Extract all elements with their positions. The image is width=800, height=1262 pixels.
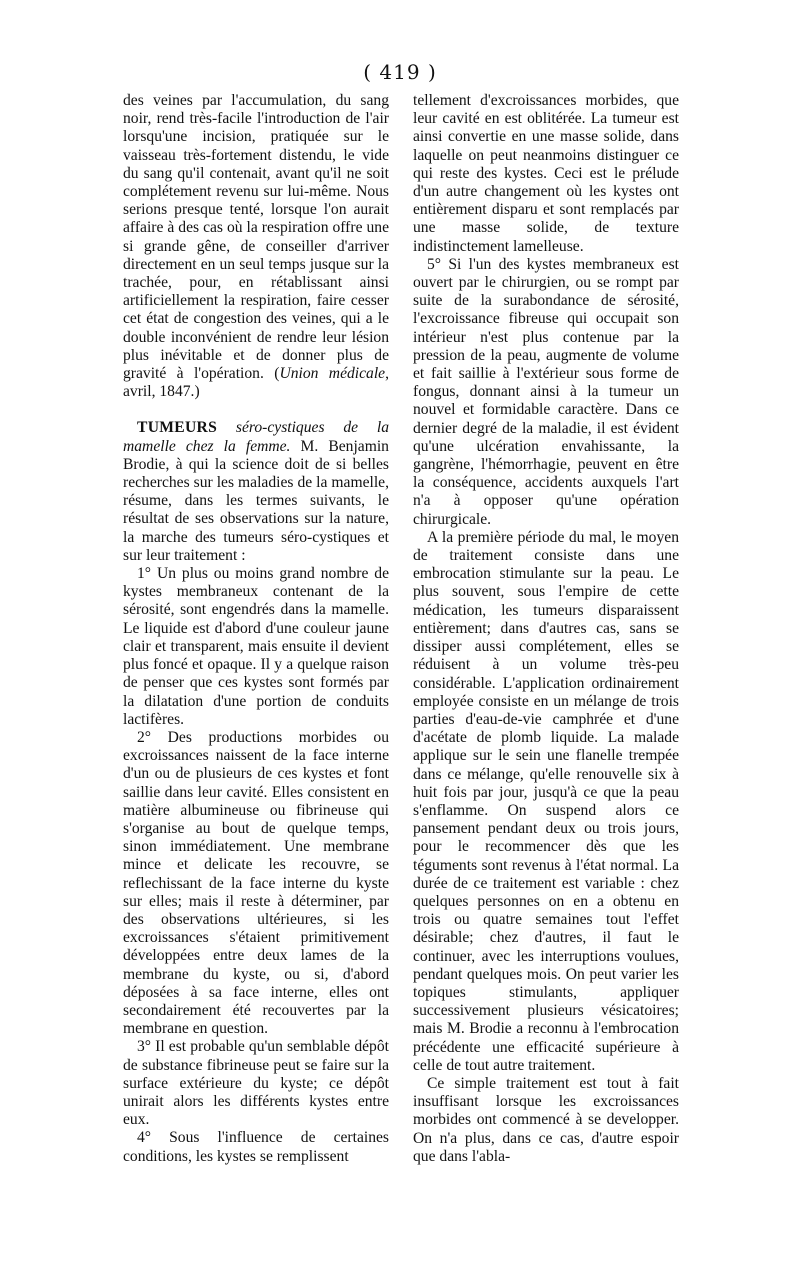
right-column [413, 92, 679, 1166]
paragraph-point-1: 1° Un plus ou moins grand nombre de kystes membraneux contenant de la sérosité, sont engendrés dans la mamelle. Le liquide est d'abord d'une couleur jaune clair et transparent, mais ensuite il devient plus foncé et opaque. Il y a quelque raison de penser que ces kystes sont formés par la dilatation d'une portion de conduits lactifères. [123, 565, 389, 728]
left-column [123, 92, 389, 1166]
citation-date: , avril, 1847.) [123, 365, 389, 401]
paragraph-continuation: tellement d'excroissances morbides, que leur cavité en est oblitérée. La tumeur est ainsi convertie en une masse solide, dans laquelle on peut neanmoins distinguer ce qui reste des kystes. Ceci est le prélude d'un autre changement où les kystes ont entièrement disparu et sont remplacés par une masse solide, de texture indistinctement lamelleuse. [413, 92, 679, 255]
paragraph-conclusion: Ce simple traitement est tout à fait insuffisant lorsque les excroissances morbides ont commencé à se developper. On n'a plus, dans ce cas, d'autre espoir que dans l'abla- [413, 1074, 679, 1165]
source-citation: Union médicale [279, 365, 386, 383]
paragraph-point-2: 2° Des productions morbides ou excroissances naissent de la face interne d'un ou de plusieurs de ces kystes et font saillie dans leur cavité. Elles consistent en matière albumineuse ou fibrineuse qui s'organise au bout de quelque temps, sinon immédiatement. Une membrane mince et delicate les recouvre, se reflechissant de la face interne du kyste sur elles; mais il reste à déterminer, par des observations ultérieures, si les excroissances s'étaient primitivement développées entre deux lames de la membrane du kyste, ou si, d'abord déposées à sa face interne, elles ont secondairement été recouvertes par la membrane en question. [123, 728, 389, 1038]
paragraph-point-3: 3° Il est probable qu'un semblable dépôt de substance fibrineuse peut se faire sur la surface extérieure du kyste; ce dépôt unirait alors les différents kystes entre eux. [123, 1038, 389, 1129]
paragraph-point-5: 5° Si l'un des kystes membraneux est ouvert par le chirurgien, ou se rompt par suite de la surabondance de sérosité, l'excroissance fibreuse qui occupait son intérieur n'est plus contenue par la pression de la peau, augmente de volume et fait saillie à l'extérieur sous forme de fongus, donnant ainsi à la tumeur un nouvel et formidable caractère. Dans ce dernier degré de la maladie, il est évident qu'une ulcération envahissante, la gangrène, l'hémorrhagie, peuvent en être la conséquence, accidents auxquels l'art n'a à opposer qu'une opération chirurgicale. [413, 255, 679, 528]
paragraph-text: M. Benjamin Brodie, à qui la science doit de si belles recherches sur les maladies de la mamelle, résume, dans les termes suivants, le résultat de ses observations sur la nature, la marche des tumeurs séro-cystiques et sur leur traitement : [123, 437, 389, 564]
paragraph-treatment: A la première période du mal, le moyen de traitement consiste dans une embrocation stimulante sur la peau. Le plus souvent, sous l'empire de cette médication, les tumeurs disparaissent entièrement; dans d'autres cas, sans se dissiper aussi complétement, elles se réduisent à un volume très-peu considérable. L'application ordinairement employée consiste en un mélange de trois parties d'eau-de-vie camphrée et d'une d'acétate de plomb liquide. La malade applique sur le sein une flanelle trempée dans ce mélange, qu'elle renouvelle six à huit fois par jour, jusqu'à ce que la peau s'enflamme. On suspend alors ce pansement pendant deux ou trois jours, pour le recommencer dès que les téguments sont revenus à l'état normal. La durée de ce traitement est variable : chez quelques personnes on en a obtenu en trois ou quatre semaines tout l'effet désirable; chez d'autres, il faut le continuer, avec les interruptions voulues, pendant quelques mois. On peut varier les topiques stimulants, appliquer successivement plusieurs vésicatoires; mais M. Brodie a reconnu à l'embrocation précédente une efficacité supérieure à celle de tout autre traitement. [413, 528, 679, 1074]
paragraph-text: des veines par l'accumulation, du sang noir, rend très-facile l'introduction de l'air lorsqu'une incision, pratiquée sur le vaisseau très-fortement distendu, le vide du sang qu'il contenait, avant qu'il ne soit complétement revenu sur lui-même. Nous serions presque tenté, lorsque l'on aurait affaire à des cas où la respiration offre une si grande gêne, de conseiller d'arriver directement en un seul temps jusque sur la trachée, pour, en rétablissant ainsi artificiellement la respiration, faire cesser cet état de congestion des veines, qui a le double inconvénient de rendre leur lésion plus inévitable et de donner plus de gravité à l'opération. ( [123, 92, 389, 383]
page-number: ( 419 ) [363, 60, 437, 84]
section-paragraph [123, 419, 389, 565]
paragraph-continuation [123, 92, 389, 401]
section-title: séro-cystiques de la mamelle chez la femme. [123, 419, 389, 455]
paragraph-point-4: 4° Sous l'influence de certaines conditions, les kystes se remplissent [123, 1129, 389, 1165]
section-heading: TUMEURS [137, 419, 218, 437]
